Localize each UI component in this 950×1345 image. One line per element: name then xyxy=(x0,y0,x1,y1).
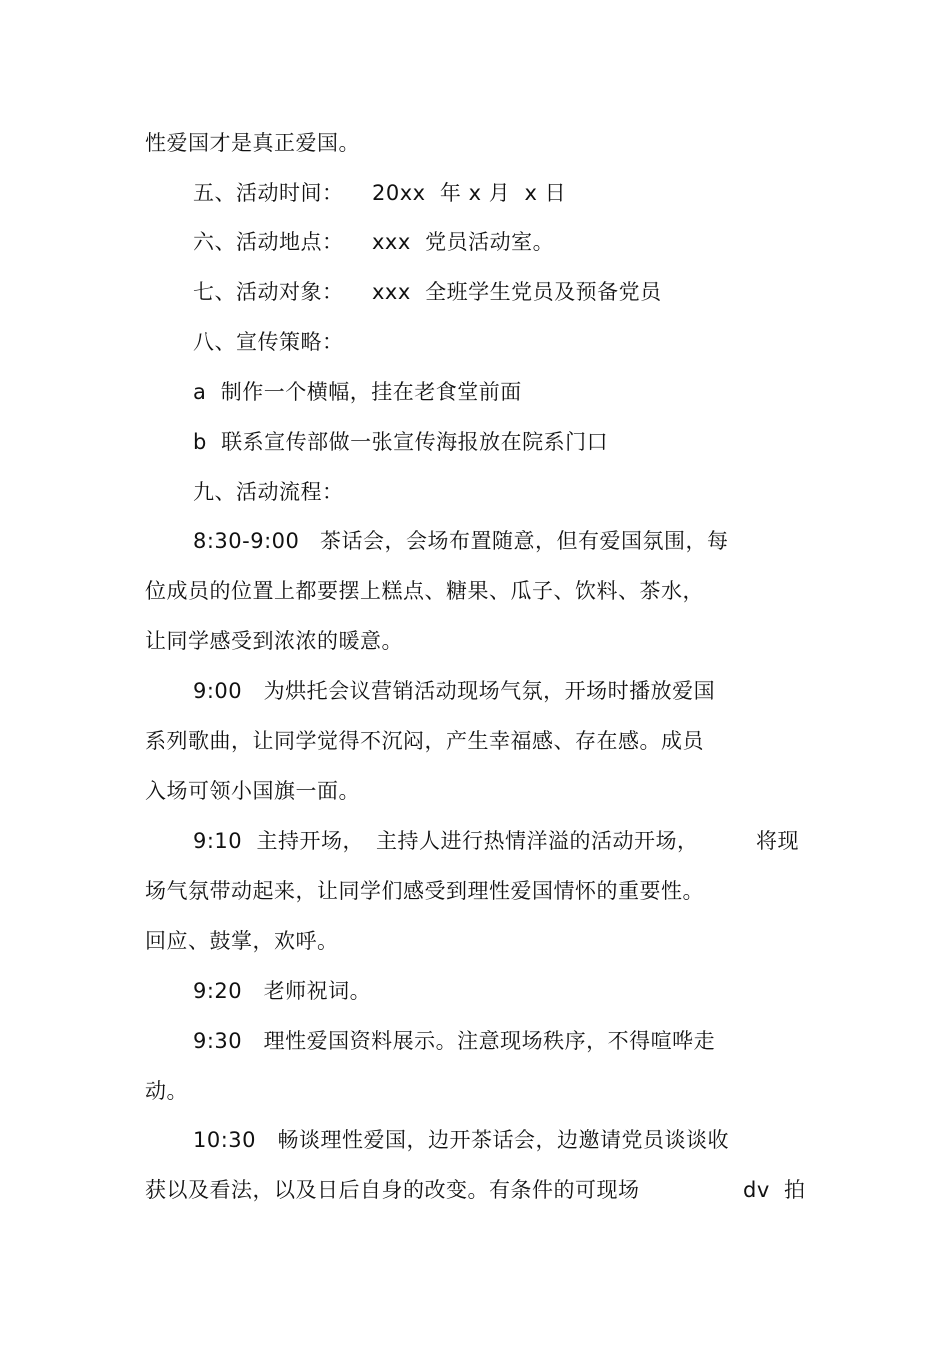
text-fragment: 拍 xyxy=(784,1178,806,1202)
section-label-promotion: 八、宣传策略： xyxy=(193,330,344,354)
text-line: 场气氛带动起来，让同学们感受到理性爱国情怀的重要性。 xyxy=(145,879,704,903)
promotion-item-a: a 制作一个横幅，挂在老食堂前面 xyxy=(193,380,522,404)
schedule-text: 主持人进行热情洋溢的活动开场， xyxy=(376,829,699,853)
section-label-process: 九、活动流程： xyxy=(193,480,344,504)
section-label-place: 六、活动地点： xyxy=(193,230,344,254)
schedule-text: 茶话会，会场布置随意，但有爱国氛围，每 xyxy=(320,529,729,553)
text-line: 位成员的位置上都要摆上糕点、糖果、瓜子、饮料、茶水， xyxy=(145,579,704,603)
section-label-target: 七、活动对象： xyxy=(193,280,344,304)
activity-time-value: 20xx 年 x 月 x 日 xyxy=(372,181,567,205)
promotion-item-b: b 联系宣传部做一张宣传海报放在院系门口 xyxy=(193,430,609,454)
schedule-time: 8:30-9:00 xyxy=(193,529,300,553)
text-line: 让同学感受到浓浓的暖意。 xyxy=(145,629,403,653)
schedule-item: 9:00 为烘托会议营销活动现场气氛，开场时播放爱国 xyxy=(193,679,716,703)
schedule-item: 10:30 畅谈理性爱国，边开茶话会，边邀请党员谈谈收 xyxy=(193,1128,730,1152)
activity-place-value: xxx 党员活动室。 xyxy=(372,230,555,254)
schedule-item: 9:10 主持开场， xyxy=(193,829,365,853)
text-fragment: dv xyxy=(743,1178,770,1202)
schedule-text: 将现 xyxy=(756,829,799,853)
text-line: 动。 xyxy=(145,1079,188,1103)
activity-target-value: xxx 全班学生党员及预备党员 xyxy=(372,280,662,304)
text-line: 性爱国才是真正爱国。 xyxy=(145,131,360,155)
text-line: 回应、鼓掌，欢呼。 xyxy=(145,929,339,953)
text-line: 系列歌曲，让同学觉得不沉闷，产生幸福感、存在感。成员 xyxy=(145,729,704,753)
text-line: 获以及看法，以及日后自身的改变。有条件的可现场 xyxy=(145,1178,640,1202)
section-label-time: 五、活动时间： xyxy=(193,181,344,205)
schedule-item: 9:20 老师祝词。 xyxy=(193,979,372,1003)
text-line: 入场可领小国旗一面。 xyxy=(145,779,360,803)
schedule-item: 9:30 理性爱国资料展示。注意现场秩序，不得喧哗走 xyxy=(193,1029,716,1053)
